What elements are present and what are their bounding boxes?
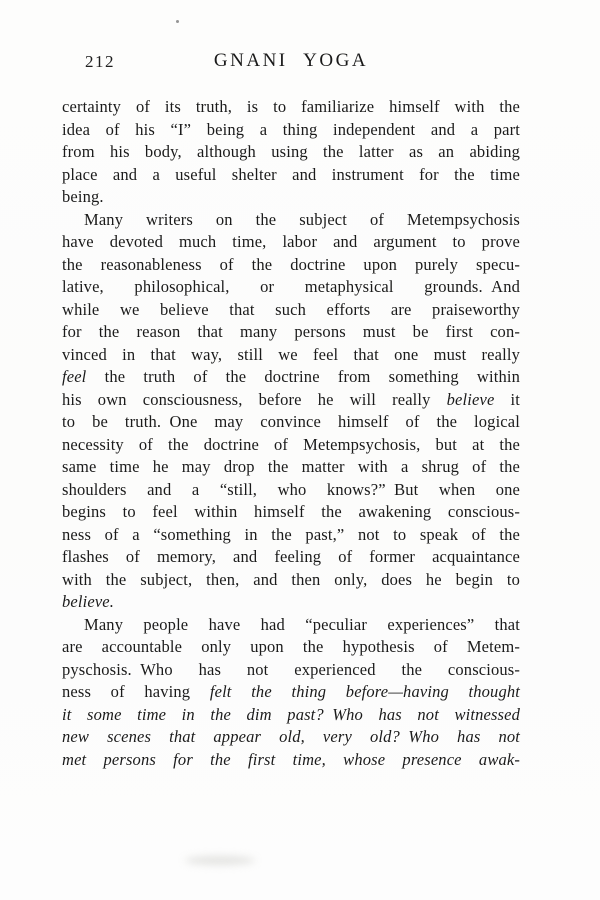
body-text: necessity of the doctrine of Metempsychosis, but at the [62, 434, 520, 454]
body-text: the reasonableness of the doctrine upon purely specu- [62, 254, 520, 274]
body-text: same time he may drop the matter with a shrug of the [62, 457, 520, 476]
body-text: Many people have had “peculiar experiences” that [84, 614, 520, 634]
scan-smudge [185, 856, 255, 865]
text-line [62, 681, 520, 704]
body-text: from his body, although using the latter as an abiding [62, 142, 520, 161]
italic-text: new scenes that appear old, very old? Who has not [62, 727, 520, 746]
text-line [62, 276, 520, 299]
text-line [62, 434, 520, 457]
ink-speck [176, 20, 179, 23]
body-text: ness of having [62, 682, 210, 701]
body-text: pyschosis. Who has not experienced the conscious- [62, 659, 520, 679]
italic-text: met persons for the first time, whose presence awak- [62, 749, 520, 769]
italic-text: it some time in the dim past? Who has not witnessed [62, 704, 520, 724]
text-line [62, 299, 520, 322]
body-text: have devoted much time, labor and argument to prove [62, 232, 520, 251]
text-line [62, 501, 520, 524]
italic-text: believe [446, 389, 495, 409]
text-line [62, 96, 520, 119]
body-text: to be truth. One may convince himself of the logical [62, 412, 520, 431]
page-number: 212 [85, 52, 115, 71]
body-text: it [494, 389, 520, 409]
body-text: ness of a “something in the past,” not to speak of the [62, 524, 520, 544]
italic-text: feel [62, 367, 87, 386]
text-line [62, 254, 520, 277]
text-line [62, 411, 520, 434]
text-line [62, 141, 520, 164]
text-line [62, 524, 520, 547]
running-title: GNANI YOGA [213, 50, 369, 71]
italic-text: believe. [62, 592, 115, 611]
text-line [62, 726, 520, 749]
text-line [62, 591, 520, 614]
text-line [62, 456, 520, 479]
text-line [62, 366, 520, 389]
text-line [62, 749, 520, 772]
page-text [62, 96, 520, 771]
body-text: vinced in that way, still we feel that one must really [62, 344, 520, 364]
body-text: are accountable only upon the hypothesis of Metem- [62, 637, 520, 656]
text-line [62, 186, 520, 209]
body-text: flashes of memory, and feeling of former acquaintance [62, 547, 520, 566]
body-text: with the subject, then, and then only, does he begin to [62, 569, 520, 589]
text-line [62, 479, 520, 502]
text-line [62, 636, 520, 659]
text-line [62, 164, 520, 187]
body-text: Many writers on the subject of Metempsychosis [84, 209, 520, 229]
text-line [62, 209, 520, 232]
body-text: the truth of the doctrine from something within [86, 367, 520, 386]
text-line [62, 546, 520, 569]
body-text: for the reason that many persons must be first con- [62, 322, 520, 341]
text-line [62, 569, 520, 592]
text-line [62, 344, 520, 367]
body-text: certainty of its truth, is to familiarize himself with the [62, 97, 520, 116]
italic-text: felt the thing before—having thought [209, 682, 520, 701]
text-line [62, 119, 520, 142]
body-text: lative, philosophical, or metaphysical grounds. And [62, 277, 520, 296]
running-head [62, 50, 520, 74]
text-line [62, 704, 520, 727]
text-line [62, 321, 520, 344]
body-text: being. [62, 187, 104, 206]
body-text: shoulders and a “still, who knows?” But when one [62, 479, 520, 499]
body-text: idea of his “I” being a thing independent and a part [62, 119, 520, 139]
text-line [62, 659, 520, 682]
text-line [62, 614, 520, 637]
body-text: while we believe that such efforts are praiseworthy [62, 299, 520, 319]
text-line [62, 389, 520, 412]
body-text: place and a useful shelter and instrument for the time [62, 164, 520, 184]
body-text: begins to feel within himself the awakening conscious- [62, 502, 520, 521]
body-text: his own consciousness, before he will really [62, 389, 447, 409]
text-line [62, 231, 520, 254]
